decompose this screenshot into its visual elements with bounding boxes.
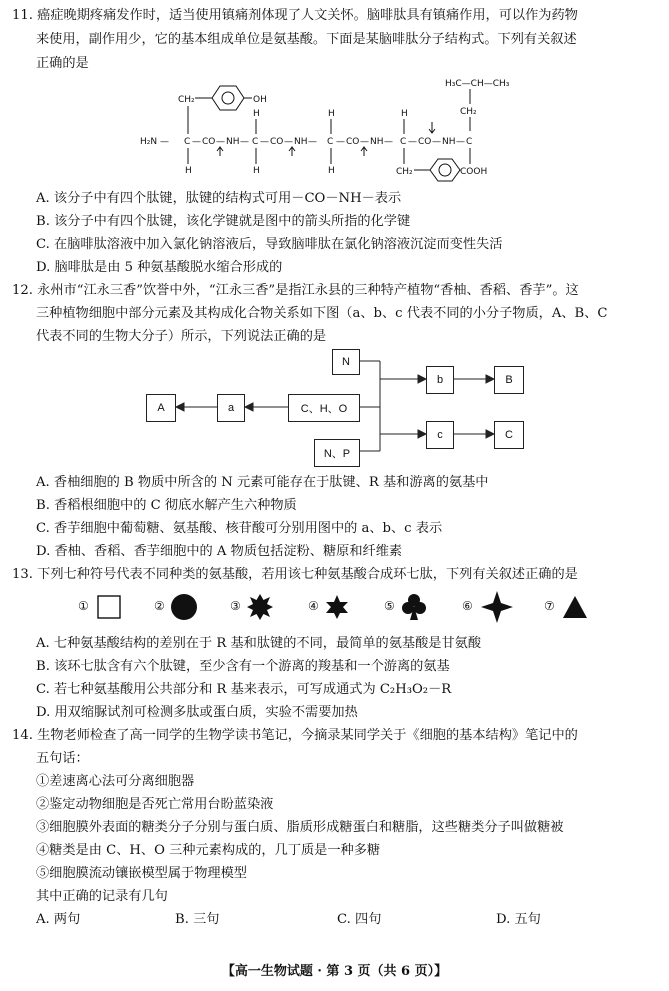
q13-stem: 13. 下列七种符号代表不同种类的氨基酸，若用该七种氨基酸合成环七肽，下列有关叙述正确的是 (12, 567, 578, 582)
q11-stem-line1: 11. 癌症晚期疼痛发作时，适当使用镇痛剂体现了人文关怀。脑啡肽具有镇痛作用，可以作为药物 (12, 8, 578, 23)
bond-label: — (160, 137, 169, 147)
elements-np-box: N、P (314, 439, 360, 467)
carbon-label: C (184, 137, 191, 147)
symbol-number-2: ② (154, 599, 165, 613)
q11-option-a: A. 该分子中有四个肽键，肽键的结构式可用－CO－NH－表示 (36, 191, 402, 206)
small-molecule-b-box: b (426, 366, 454, 394)
carbon-label: C (400, 137, 407, 147)
h-label: H (253, 166, 260, 176)
symbol-number-3: ③ (230, 599, 241, 613)
carboxyl-label: COOH (460, 167, 488, 177)
amide-label: NH (442, 137, 456, 147)
club-icon (400, 592, 428, 622)
q12-option-c: C. 香芋细胞中葡萄糖、氨基酸、核苷酸可分别用图中的 a、b、c 表示 (36, 521, 443, 536)
ch2-label: CH₂ (178, 95, 195, 105)
bond-label: — (240, 137, 249, 147)
q11-stem-line2: 来使用，副作用少，它的基本组成单位是氨基酸。下面是某脑啡肽分子结构式。下列有关叙述 (36, 32, 577, 47)
h-label: H (328, 109, 335, 119)
q12-option-d: D. 香柚、香稻、香芋细胞中的 A 物质包括淀粉、糖原和纤维素 (36, 544, 403, 559)
q14-stem-line2: 五句话： (36, 751, 89, 766)
filled-circle-icon (170, 593, 198, 621)
bond-label: — (284, 137, 293, 147)
bond-label: — (260, 137, 269, 147)
square-icon (96, 594, 122, 620)
q14-option-b: B. 三句 (175, 912, 220, 927)
small-molecule-a-box: a (217, 394, 245, 422)
bond-label: — (336, 137, 345, 147)
bond-label: — (432, 137, 441, 147)
elements-cho-box: C、H、O (288, 394, 360, 422)
carbonyl-label: CO (202, 137, 216, 147)
q12-option-a: A. 香柚细胞的 B 物质中所含的 N 元素可能存在于肽键、R 基和游离的氨基中 (36, 475, 489, 490)
amino-acid-symbols (66, 588, 606, 626)
h-label: H (185, 166, 192, 176)
bond-label: — (456, 137, 465, 147)
q14-item-2: ②鉴定动物细胞是否死亡常用台盼蓝染液 (36, 797, 274, 812)
q14-question: 其中正确的记录有几句 (36, 889, 168, 904)
macromolecule-c-box: C (494, 421, 524, 449)
symbol-number-6: ⑥ (462, 599, 473, 613)
macromolecule-b-box: B (494, 366, 524, 394)
amide-label: NH (370, 137, 384, 147)
q11-option-c: C. 在脑啡肽溶液中加入氯化钠溶液后，导致脑啡肽在氯化钠溶液沉淀而变性失活 (36, 237, 503, 252)
bond-label: — (384, 137, 393, 147)
small-molecule-c-box: c (426, 421, 454, 449)
element-compound-diagram (0, 345, 669, 470)
q14-item-5: ⑤细胞膜流动镶嵌模型属于物理模型 (36, 866, 247, 881)
enkephalin-structure (140, 76, 560, 188)
q13-option-d: D. 用双缩脲试剂可检测多肽或蛋白质，实验不需要加热 (36, 705, 358, 720)
q13-option-b: B. 该环七肽含有六个肽键，至少含有一个游离的羧基和一个游离的氨基 (36, 659, 450, 674)
carbon-label: C (252, 137, 259, 147)
q14-option-a: A. 两句 (36, 912, 81, 927)
q12-stem-line2: 三种植物细胞中部分元素及其构成化合物关系如下图（a、b、c 代表不同的小分子物质，A、B、C (36, 306, 608, 321)
q14-item-1: ①差速离心法可分离细胞器 (36, 774, 195, 789)
q14-item-4: ④糖类是由 C、H、O 三种元素构成的，几丁质是一种多糖 (36, 843, 381, 858)
amino-terminus-label: H₂N (140, 137, 158, 147)
symbol-number-4: ④ (308, 599, 319, 613)
hexagram-icon (324, 594, 350, 620)
carbonyl-label: CO (346, 137, 360, 147)
ch2-label: CH₂ (396, 167, 413, 177)
q12-stem-line3: 代表不同的生物大分子）所示，下列说法正确的是 (36, 329, 327, 344)
amide-label: NH (294, 137, 308, 147)
symbol-number-5: ⑤ (384, 599, 395, 613)
carbonyl-label: CO (270, 137, 284, 147)
q11-option-d: D. 脑啡肽是由 5 种氨基酸脱水缩合形成的 (36, 260, 283, 275)
page-footer: 【高一生物试题 · 第 3 页（共 6 页）】 (221, 964, 448, 979)
bond-label: — (192, 137, 201, 147)
q13-option-c: C. 若七种氨基酸用公共部分和 R 基来表示，可写成通式为 C₂H₃O₂－R (36, 682, 452, 697)
triangle-icon (562, 595, 588, 619)
symbol-number-1: ① (78, 599, 89, 613)
q14-option-d: D. 五句 (496, 912, 541, 927)
carbon-label: C (327, 137, 334, 147)
q12-stem-line1: 12. 永州市“江永三香”饮誉中外，“江永三香”是指江永县的三种特产植物“香柚、香稻、香芋”。这 (12, 283, 579, 298)
eight-point-star-icon (246, 593, 274, 621)
q13-option-a: A. 七种氨基酸结构的差别在于 R 基和肽键的不同，最简单的氨基酸是甘氨酸 (36, 636, 482, 651)
macromolecule-a-box: A (146, 394, 176, 422)
isobutyl-label: H₃C—CH—CH₃ (445, 79, 510, 89)
hydroxyl-label: OH (253, 95, 267, 105)
ch2-label: CH₂ (460, 107, 477, 117)
bond-label: — (308, 137, 317, 147)
carbonyl-label: CO (418, 137, 432, 147)
h-label: H (253, 109, 260, 119)
bond-label: — (408, 137, 417, 147)
q14-stem-line1: 14. 生物老师检查了高一同学的生物学读书笔记，今摘录某同学关于《细胞的基本结构》笔记中的 (12, 728, 578, 743)
q11-stem-line3: 正确的是 (36, 56, 89, 71)
h-label: H (401, 109, 408, 119)
q12-option-b: B. 香稻根细胞中的 C 彻底水解产生六种物质 (36, 498, 297, 513)
carbon-label: C (466, 137, 473, 147)
h-label: H (328, 166, 335, 176)
four-point-star-icon (480, 590, 514, 624)
element-n-box: N (332, 349, 360, 375)
q14-option-c: C. 四句 (337, 912, 382, 927)
bond-label: — (360, 137, 369, 147)
q14-item-3: ③细胞膜外表面的糖类分子分别与蛋白质、脂质形成糖蛋白和糖脂，这些糖类分子叫做糖被 (36, 820, 564, 835)
q11-option-b: B. 该分子中有四个肽键，该化学键就是图中的箭头所指的化学键 (36, 214, 411, 229)
symbol-number-7: ⑦ (544, 599, 555, 613)
bond-label: — (216, 137, 225, 147)
amide-label: NH (226, 137, 240, 147)
